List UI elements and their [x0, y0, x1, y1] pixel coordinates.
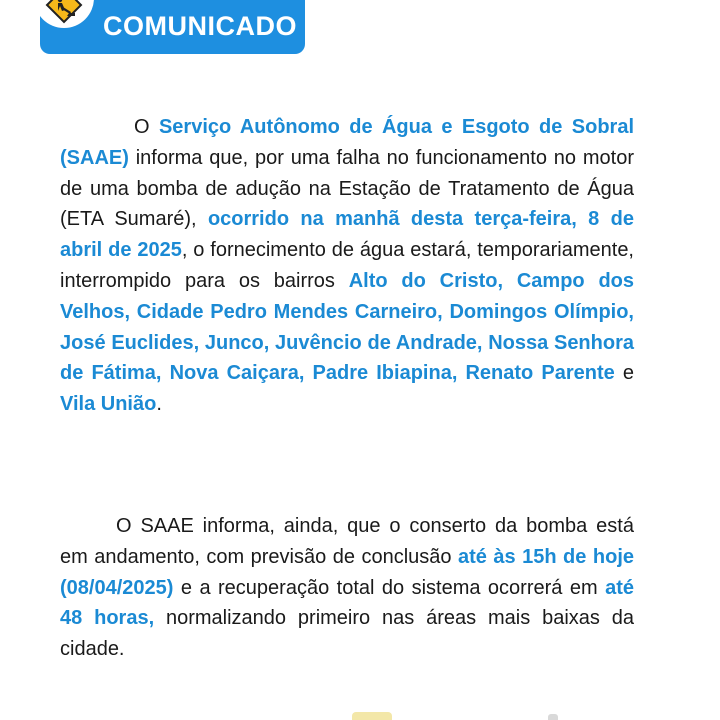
p1-text: .: [156, 393, 162, 416]
p1-date: ocorrido na manhã desta terça-feira, 8 de abril de 2025: [60, 208, 634, 262]
footer-decoration: [548, 714, 558, 720]
p1-text: O: [134, 116, 159, 138]
announcement-paragraph-2: [60, 511, 634, 665]
p1-neighborhood-last: Vila União: [60, 393, 157, 416]
construction-sign-icon: [45, 0, 83, 24]
p1-text: , o fornecimento de água estará, temporariamente, interrompido para os bairros: [60, 239, 634, 292]
announcement-paragraph-1: [60, 112, 634, 420]
p2-text: normalizando primeiro nas áreas mais baixas da cidade.: [60, 607, 634, 661]
p1-text: informa que, por uma falha no funcionamento no motor de uma bomba de adução na Estação de Tratamento de Água (ETA Sumaré),: [60, 146, 634, 231]
p1-neighborhoods: Alto do Cristo, Campo dos Velhos, Cidade Pedro Mendes Carneiro, Domingos Olímpio, José Euclides, Junco, Juvêncio de Andrade, Nossa Senhora de Fátima, Nova Caiçara, Padre Ibiapina, Renato Parente: [60, 269, 634, 385]
header-banner: [40, 0, 305, 54]
p2-recovery-time: até 48 horas,: [60, 576, 634, 630]
header-badge: [34, 0, 94, 28]
footer-decoration: [352, 712, 392, 720]
p1-agency-name: Serviço Autônomo de Água e Esgoto de Sobral (SAAE): [60, 116, 634, 169]
p2-deadline: até às 15h de hoje (08/04/2025): [60, 545, 634, 599]
p2-text: O SAAE informa, ainda, que o conserto da bomba está em andamento, com previsão de conclusão: [60, 515, 634, 568]
header-title: COMUNICADO: [103, 10, 297, 41]
p1-text: e: [614, 362, 635, 385]
p2-text: e a recuperação total do sistema ocorrerá em: [173, 576, 606, 599]
